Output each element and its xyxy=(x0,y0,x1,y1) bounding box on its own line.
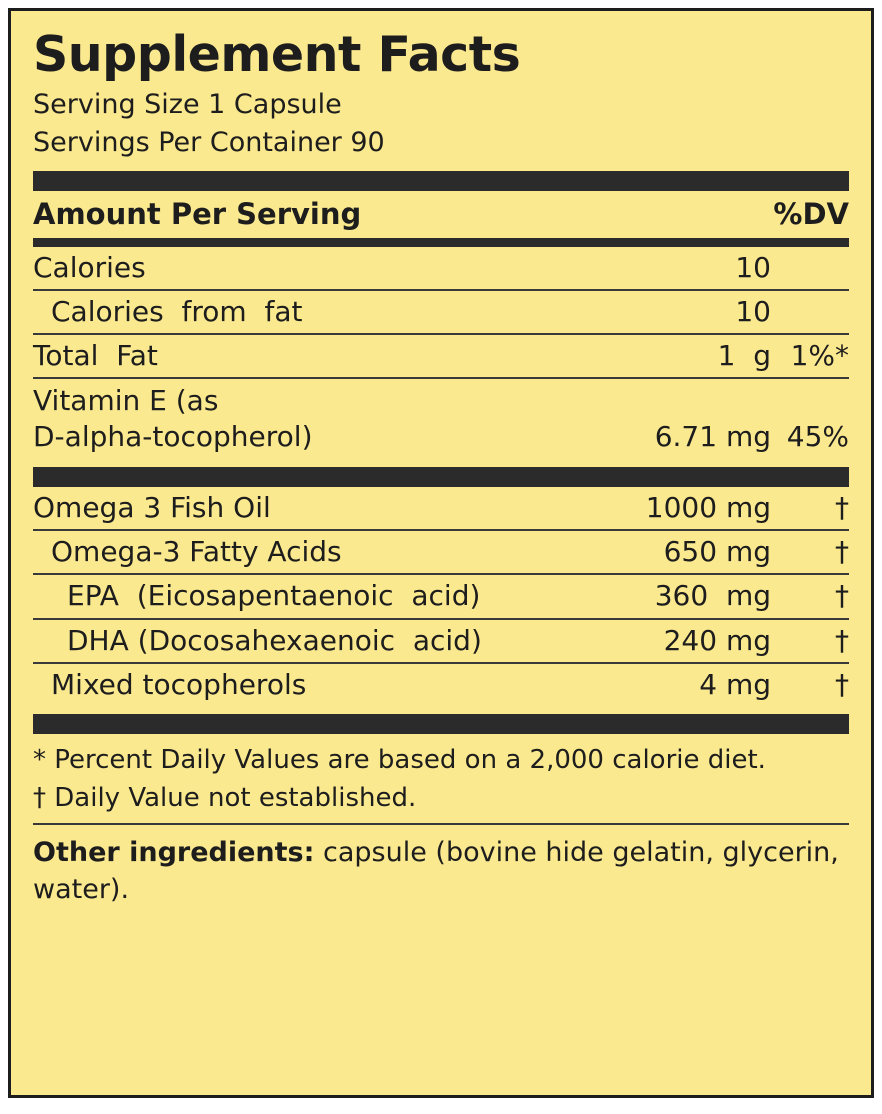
table-row xyxy=(33,419,849,459)
row-name: EPA (Eicosapentaenoic acid) xyxy=(67,579,481,613)
table-row xyxy=(33,531,849,573)
footnote-percent-daily-value: * Percent Daily Values are based on a 2,000 calorie diet. xyxy=(33,744,766,775)
table-header-row xyxy=(33,191,849,238)
table-row xyxy=(33,247,849,289)
row-amount: 1 g xyxy=(717,339,771,373)
row-dv: 1%* xyxy=(790,339,849,373)
row-name: Omega 3 Fish Oil xyxy=(33,491,271,525)
row-dv: † xyxy=(835,491,849,525)
row-amount: 1000 mg xyxy=(645,491,771,525)
row-dv: † xyxy=(835,623,849,657)
divider-med-1 xyxy=(33,238,849,247)
row-dv: † xyxy=(835,579,849,613)
row-amount: 10 xyxy=(735,250,771,284)
table-row xyxy=(33,335,849,377)
servings-per-container: Servings Per Container 90 xyxy=(33,127,385,159)
supplement-facts-panel xyxy=(8,8,874,1098)
row-amount: 650 mg xyxy=(663,535,771,569)
row-amount: 10 xyxy=(735,295,771,329)
row-name-continued: D-alpha-tocopherol) xyxy=(33,420,313,454)
divider-thick-top xyxy=(33,171,849,191)
row-dv: † xyxy=(835,667,849,701)
table-row xyxy=(33,620,849,662)
divider-thick-mid xyxy=(33,467,849,487)
row-amount: 6.71 mg xyxy=(654,420,771,454)
footnotes xyxy=(33,734,849,824)
row-amount: 240 mg xyxy=(663,623,771,657)
row-name: Calories xyxy=(33,250,146,284)
table-row xyxy=(33,291,849,333)
other-ingredients xyxy=(33,825,849,908)
row-name: Mixed tocopherols xyxy=(51,667,307,701)
row-name: Vitamin E (as xyxy=(33,384,219,418)
row-dv: † xyxy=(835,535,849,569)
footnote-dagger: † Daily Value not established. xyxy=(33,782,417,813)
table-row xyxy=(33,664,849,706)
serving-size: Serving Size 1 Capsule xyxy=(33,88,342,120)
other-ingredients-text: capsule (bovine hide gelatin, glycerin, water). xyxy=(33,837,839,905)
table-row xyxy=(33,575,849,617)
row-amount: 4 mg xyxy=(699,667,771,701)
page-title: Supplement Facts xyxy=(33,26,521,83)
row-name: Omega-3 Fatty Acids xyxy=(51,535,342,569)
row-dv: 45% xyxy=(786,420,849,454)
divider-thick-bottom xyxy=(33,714,849,734)
dv-header: %DV xyxy=(773,196,849,231)
row-name: Calories from fat xyxy=(51,295,303,329)
row-name: Total Fat xyxy=(33,339,158,373)
other-ingredients-label: Other ingredients: xyxy=(33,837,315,869)
row-name: DHA (Docosahexaenoic acid) xyxy=(67,623,482,657)
amount-per-serving-header: Amount Per Serving xyxy=(33,196,362,231)
row-amount: 360 mg xyxy=(654,579,771,613)
table-row xyxy=(33,487,849,529)
